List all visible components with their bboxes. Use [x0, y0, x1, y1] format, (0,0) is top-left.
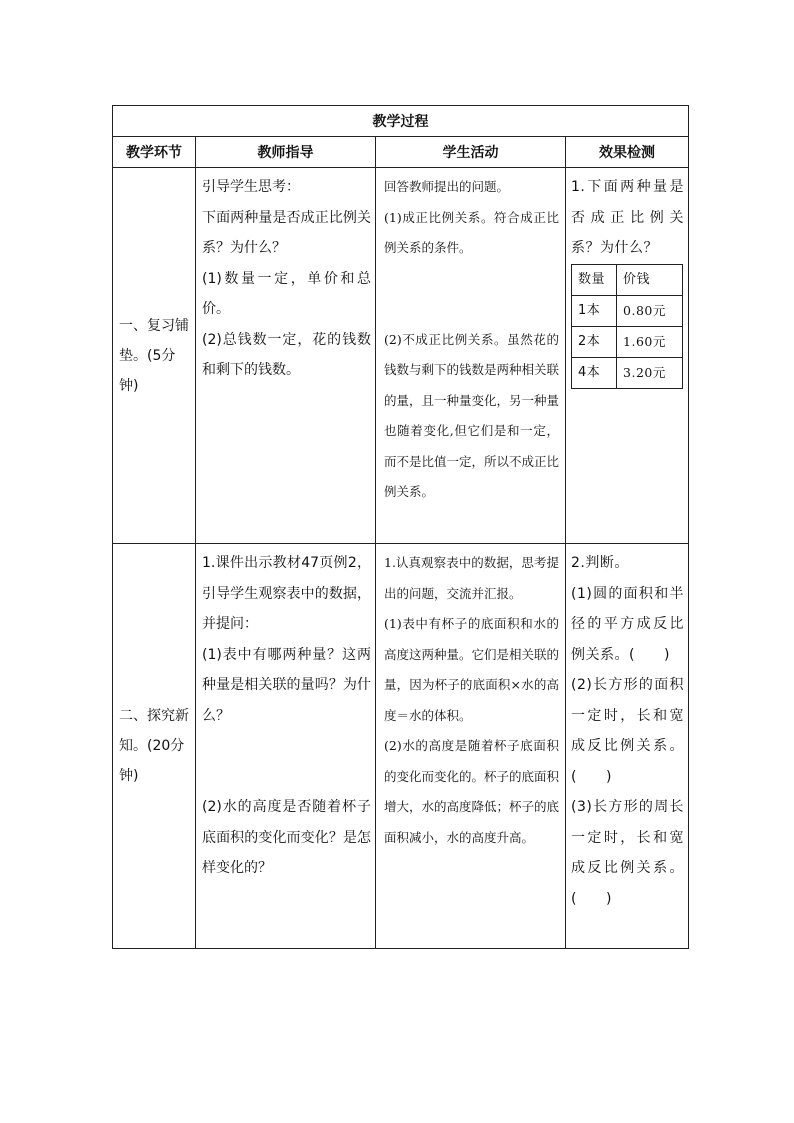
student-text: (2)不成正比例关系。虽然花的钱数与剩下的钱数是两种相关联的量，且一种量变化，另一种量也随着变化,但它们是和一定，而不是比值一定，所以不成正比例关系。: [384, 331, 560, 499]
price-table-cell: 1本: [572, 295, 617, 326]
stage-explore-text: 二、探究新知。(20分钟): [119, 708, 189, 784]
check-explore: [566, 544, 689, 949]
teacher-text: 引导学生思考：: [202, 179, 300, 195]
teacher-text: (2)总钱数一定，花的钱数和剩下的钱数。: [202, 331, 371, 378]
teacher-text: 1.课件出示教材47页例2，引导学生观察表中的数据，并提问：: [202, 555, 371, 632]
stage-review-text: 一、复习铺垫。(5分钟): [119, 317, 189, 394]
header-student: 学生活动: [376, 137, 566, 168]
teacher-text: (1)数量一定，单价和总价。: [202, 270, 371, 317]
student-text: 1.认真观察表中的数据，思考提出的问题，交流并汇报。: [384, 555, 559, 601]
teacher-text: (1)表中有哪两种量？这两种量是相关联的量吗？为什么？: [202, 646, 371, 724]
student-activity-review: [376, 168, 566, 544]
price-table-cell: 4本: [572, 357, 617, 388]
check-review: [566, 168, 689, 544]
stage-explore: [113, 544, 196, 949]
teacher-text: (2)水的高度是否随着杯子底面积的变化而变化？是怎样变化的？: [202, 799, 371, 876]
header-check: 效果检测: [566, 137, 689, 168]
check-text: (2)长方形的面积一定时，长和宽成反比例关系。( ): [571, 677, 684, 785]
check-text: (3)长方形的周长一定时，长和宽成反比例关系。( ): [571, 799, 684, 907]
teacher-guidance-explore: [196, 544, 376, 949]
price-table-header: 价钱: [617, 264, 683, 295]
spacer: [202, 731, 371, 792]
price-table: [571, 264, 683, 389]
stage-review: [113, 168, 196, 544]
header-stage: 教学环节: [113, 137, 196, 168]
price-table-cell: 3.20元: [617, 357, 683, 388]
student-text: (1)成正比例关系。符合成正比例关系的条件。: [384, 209, 559, 255]
check-text: 2.判断。: [571, 555, 629, 571]
price-table-cell: 0.80元: [617, 295, 683, 326]
teacher-text: 下面两种量是否成正比例关系？为什么？: [202, 209, 371, 256]
table-title: 教学过程: [113, 106, 689, 137]
price-table-cell: 2本: [572, 326, 617, 357]
teaching-process-table: [112, 105, 689, 949]
check-text: (1)圆的面积和半径的平方成反比例关系。( ): [571, 585, 684, 663]
spacer: [384, 264, 559, 325]
price-table-cell: 1.60元: [617, 326, 683, 357]
header-teacher: 教师指导: [196, 137, 376, 168]
student-text: 回答教师提出的问题。: [384, 179, 510, 194]
teacher-guidance-review: [196, 168, 376, 544]
student-text: (2)水的高度是随着杯子底面积的变化而变化的。杯子的底面积增大，水的高度降低；杯子的底面积减小，水的高度升高。: [384, 738, 560, 845]
check-text: 1.下面两种量是否成正比例关系？为什么？: [571, 179, 684, 256]
price-table-header: 数量: [572, 264, 617, 295]
student-activity-explore: [376, 544, 566, 949]
student-text: (1)表中有杯子的底面积和水的高度这两种量。它们是相关联的量，因为杯子的底面积×水的高度＝水的体积。: [384, 616, 560, 723]
